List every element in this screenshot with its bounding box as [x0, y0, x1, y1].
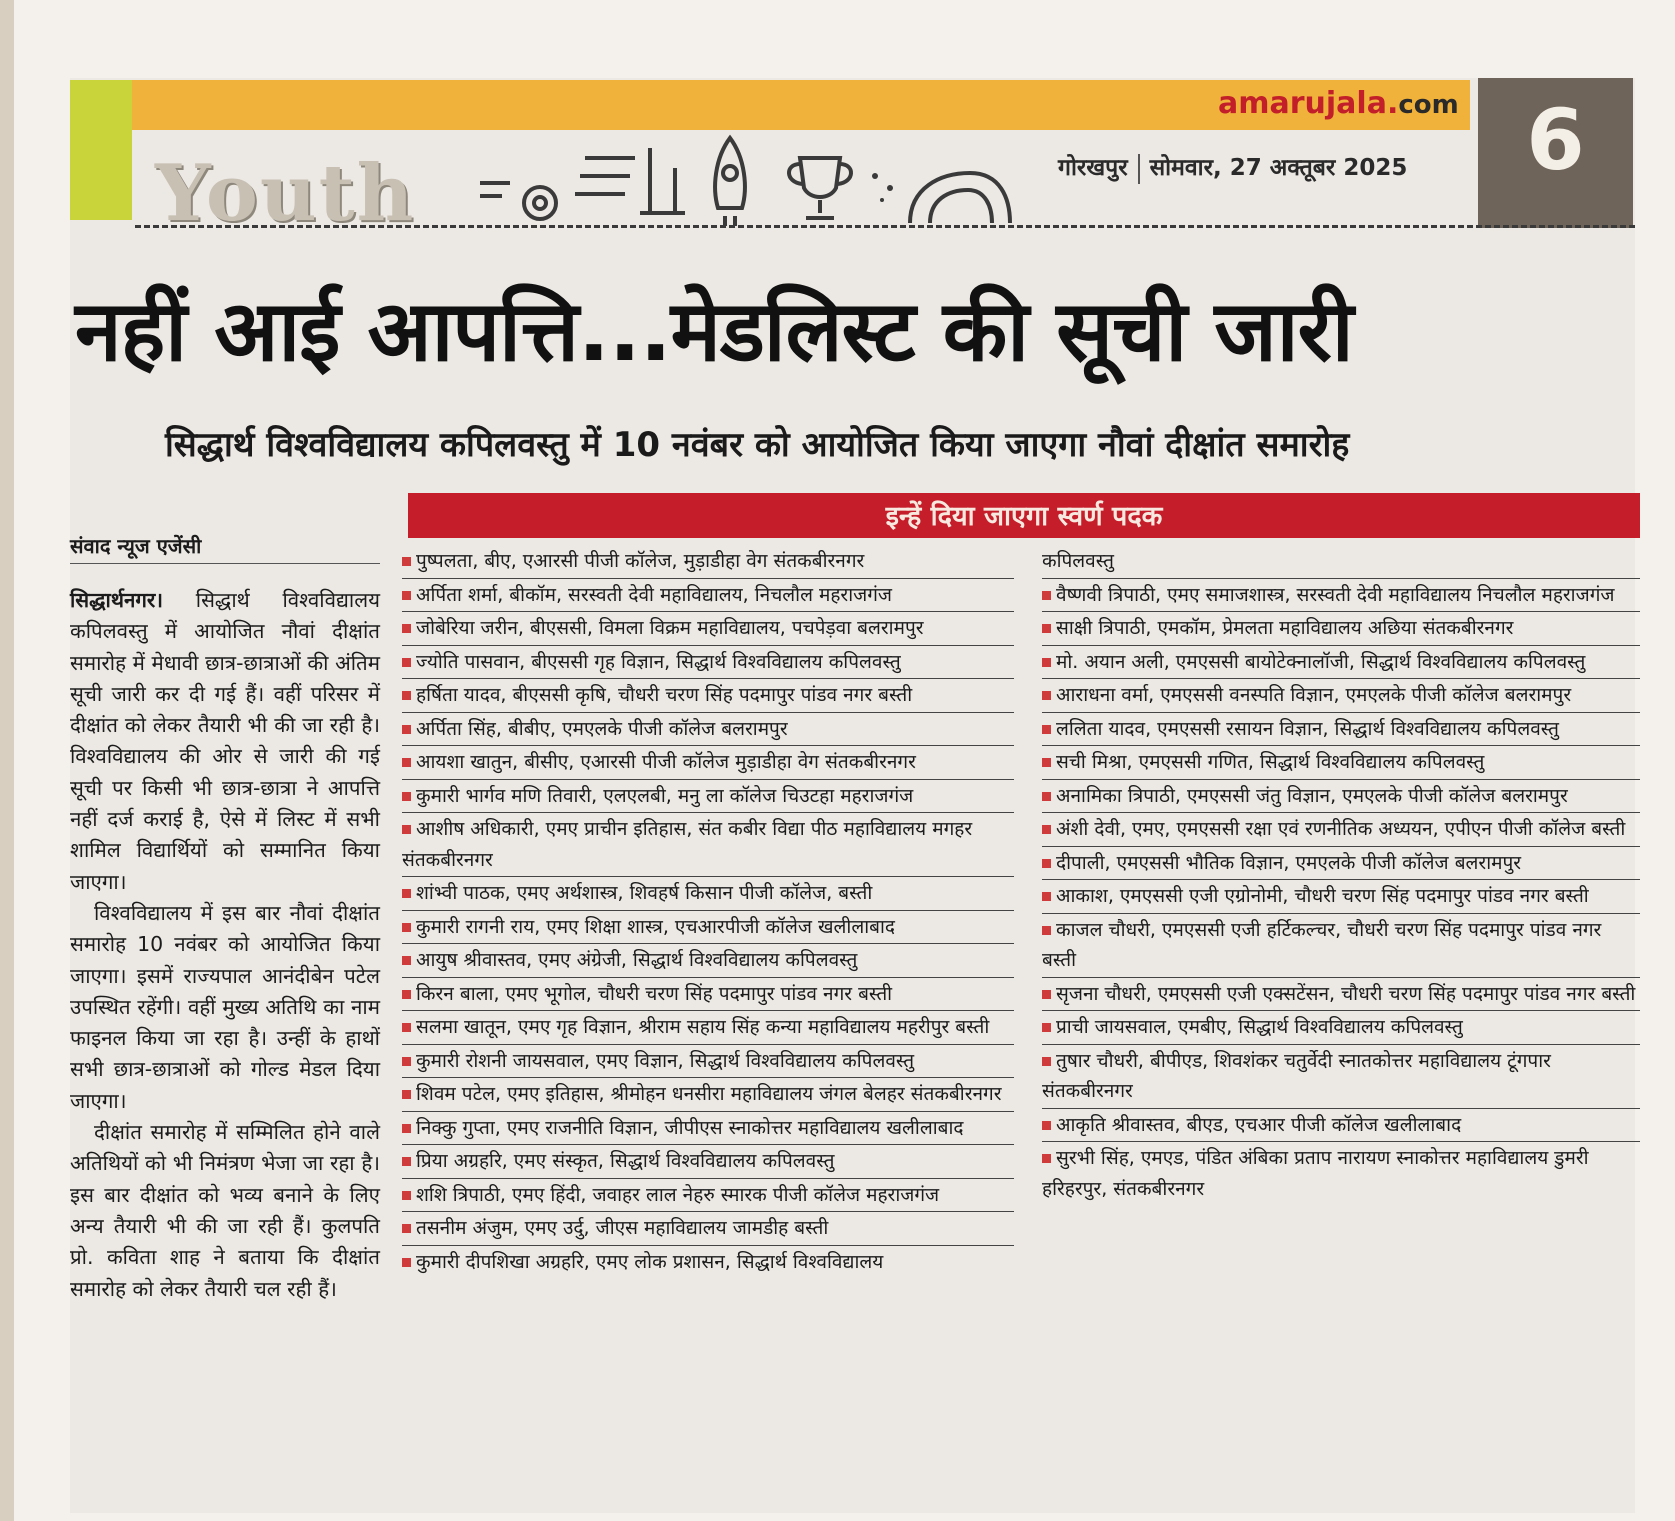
- list-item-text: आकृति श्रीवास्तव, बीएड, एचआर पीजी कॉलेज खलीलाबाद: [1056, 1113, 1462, 1136]
- bullet-icon: [1042, 792, 1051, 801]
- article-subheadline: सिद्धार्थ विश्वविद्यालय कपिलवस्तु में 10 नवंबर को आयोजित किया जाएगा नौवां दीक्षांत समारोह: [165, 425, 1350, 465]
- edition-date: सोमवार, 27 अक्तूबर 2025: [1149, 155, 1408, 181]
- rocket-icon: [715, 138, 745, 226]
- list-item: [1042, 612, 1640, 646]
- list-item: [1042, 579, 1640, 613]
- bullet-icon: [402, 758, 411, 767]
- list-item: [402, 612, 1014, 646]
- list-item-text: अर्पिता सिंह, बीबीए, एमएलके पीजी कॉलेज बलरामपुर: [416, 717, 788, 740]
- article-paragraph: [70, 585, 380, 898]
- bullet-icon: [402, 658, 411, 667]
- list-item: [402, 1112, 1014, 1146]
- list-item-text: तसनीम अंजुम, एमए उर्दु, जीएस महाविद्यालय जामडीह बस्ती: [416, 1217, 829, 1239]
- list-item: [402, 746, 1014, 780]
- article-paragraph: विश्वविद्यालय में इस बार नौवां दीक्षांत समारोह 10 नवंबर को आयोजित किया जाएगा। इसमें राज्यपाल आनंदीबेन पटेल उपस्थित रहेंगी। वहीं मुख्य अतिथि का नाम फाइनल किया जा रहा है। उन्हीं के हाथों सभी छात्र-छात्राओं को गोल्ड मेडल दिया जाएगा।: [70, 900, 380, 1113]
- masthead-icons: [480, 128, 1020, 228]
- bullet-icon: [402, 923, 411, 932]
- masthead-accent: [70, 80, 132, 220]
- edition-dateline: [1058, 150, 1407, 184]
- list-item: [1042, 978, 1640, 1012]
- list-item: [402, 1045, 1014, 1079]
- bullet-icon: [402, 691, 411, 700]
- bullet-icon: [1042, 1154, 1051, 1163]
- page-number: 6: [1526, 91, 1585, 189]
- list-item-text: आशीष अधिकारी, एमए प्राचीन इतिहास, संत कबीर विद्या पीठ महाविद्यालय मगहर संतकबीरनगर: [402, 818, 973, 871]
- list-item: [1042, 746, 1640, 780]
- site-logo-dot: .: [1386, 86, 1399, 121]
- bullet-icon: [402, 1124, 411, 1133]
- list-item: [1042, 646, 1640, 680]
- list-item-text: आकाश, एमएससी एजी एग्रोनोमी, चौधरी चरण सिंह पदमापुर पांडव नगर बस्ती: [1056, 885, 1589, 907]
- bullet-icon: [402, 825, 411, 834]
- list-item: [1042, 847, 1640, 881]
- target-icon: [910, 173, 1010, 223]
- list-item: [402, 1212, 1014, 1246]
- byline-rule: [70, 563, 380, 564]
- list-item-text: प्रिया अग्रहरि, एमए संस्कृत, सिद्धार्थ विश्वविद्यालय कपिलवस्तु: [416, 1150, 835, 1172]
- list-item: [402, 1145, 1014, 1179]
- bullet-icon: [1042, 1057, 1051, 1066]
- bullet-icon: [402, 1258, 411, 1267]
- list-item-text: अंशी देवी, एमए, एमएससी रक्षा एवं रणनीतिक अध्ययन, एपीएन पीजी कॉलेज बस्ती: [1056, 818, 1626, 840]
- list-item-text: शांभ्वी पाठक, एमए अर्थशास्त्र, शिवहर्ष किसान पीजी कॉलेज, बस्ती: [416, 882, 873, 904]
- list-item-text: शशि त्रिपाठी, एमए हिंदी, जवाहर लाल नेहरु स्मारक पीजी कॉलेज महराजगंज: [416, 1183, 940, 1206]
- bullet-icon: [402, 1224, 411, 1233]
- medal-box-title: इन्हें दिया जाएगा स्वर्ण पदक: [885, 501, 1163, 532]
- bullet-icon: [402, 889, 411, 898]
- article-body: [70, 585, 380, 1305]
- list-item: [1042, 914, 1640, 978]
- bullet-icon: [402, 1057, 411, 1066]
- list-item: [402, 679, 1014, 713]
- list-item: [1042, 1142, 1640, 1205]
- bullet-icon: [402, 1191, 411, 1200]
- bullet-icon: [402, 591, 411, 600]
- bullet-icon: [1042, 691, 1051, 700]
- sparkle-icon: [872, 173, 893, 202]
- bullet-icon: [402, 557, 411, 566]
- list-item-text: निक्कु गुप्ता, एमए राजनीति विज्ञान, जीपीएस स्नाकोत्तर महाविद्यालय खलीलाबाद: [416, 1116, 964, 1139]
- list-item-text: हर्षिता यादव, बीएससी कृषि, चौधरी चरण सिंह पदमापुर पांडव नगर बस्ती: [416, 684, 913, 706]
- list-item: [402, 545, 1014, 579]
- list-item-text: काजल चौधरी, एमएससी एजी हर्टिकल्चर, चौधरी चरण सिंह पदमापुर पांडव नगर बस्ती: [1042, 918, 1602, 971]
- bullet-icon: [402, 1023, 411, 1032]
- list-item: [402, 978, 1014, 1012]
- bullet-icon: [1042, 990, 1051, 999]
- bullet-icon: [402, 956, 411, 965]
- list-item-text: तुषार चौधरी, बीपीएड, शिवशंकर चतुर्वेदी स्नातकोत्तर महाविद्यालय टूंगपार संतकबीरनगर: [1042, 1049, 1551, 1102]
- list-item: [402, 780, 1014, 814]
- list-item-text: आराधना वर्मा, एमएससी वनस्पति विज्ञान, एमएलके पीजी कॉलेज बलरामपुर: [1056, 684, 1572, 706]
- list-item-text: ज्योति पासवान, बीएससी गृह विज्ञान, सिद्धार्थ विश्वविद्यालय कपिलवस्तु: [416, 650, 901, 673]
- list-item-text: ललिता यादव, एमएससी रसायन विज्ञान, सिद्धार्थ विश्वविद्यालय कपिलवस्तु: [1056, 717, 1559, 740]
- list-item: [402, 646, 1014, 680]
- bullet-icon: [1042, 892, 1051, 901]
- article-byline: संवाद न्यूज एजेंसी: [70, 534, 202, 558]
- list-item-text: सची मिश्रा, एमएससी गणित, सिद्धार्थ विश्वविद्यालय कपिलवस्तु: [1056, 751, 1485, 773]
- trophy-icon: [789, 158, 851, 218]
- list-item-text: दीपाली, एमएससी भौतिक विज्ञान, एमएलके पीजी कॉलेज बलरामपुर: [1056, 851, 1522, 874]
- list-item: [402, 911, 1014, 945]
- dateline-divider: [1138, 154, 1140, 184]
- bullet-icon: [402, 1090, 411, 1099]
- list-item: [1042, 813, 1640, 847]
- gear-icon: [480, 183, 556, 219]
- list-item: [402, 944, 1014, 978]
- bullet-icon: [1042, 725, 1051, 734]
- list-item-text: कुमारी रागनी राय, एमए शिक्षा शास्त्र, एचआरपीजी कॉलेज खलीलाबाद: [416, 915, 896, 938]
- list-item: [402, 1179, 1014, 1213]
- list-item: [402, 1011, 1014, 1045]
- scan-edge: [0, 0, 14, 1521]
- list-item-text: जोबेरिया जरीन, बीएससी, विमला विक्रम महाविद्यालय, पचपेड़वा बलरामपुर: [416, 617, 924, 639]
- bullet-icon: [402, 624, 411, 633]
- edition-city: गोरखपुर: [1058, 155, 1128, 181]
- bullet-icon: [1042, 624, 1051, 633]
- bullet-icon: [1042, 1023, 1051, 1032]
- list-item-text: शिवम पटेल, एमए इतिहास, श्रीमोहन धनसीरा महाविद्यालय जंगल बेलहर संतकबीरनगर: [416, 1083, 1002, 1105]
- section-title: Youth: [155, 148, 416, 239]
- list-item-continued: कपिलवस्तु: [1042, 545, 1640, 579]
- list-item-text: मो. अयान अली, एमएससी बायोटेक्नालॉजी, सिद्धार्थ विश्वविद्यालय कपिलवस्तु: [1056, 650, 1586, 673]
- site-logo-name: amarujala: [1218, 86, 1387, 121]
- list-item-text: सृजना चौधरी, एमएससी एजी एक्सटेंसन, चौधरी चरण सिंह पदमापुर पांडव नगर बस्ती: [1056, 982, 1636, 1005]
- bullet-icon: [1042, 658, 1051, 667]
- article-paragraph: दीक्षांत समारोह में सम्मिलित होने वाले अतिथियों को भी निमंत्रण भेजा जा रहा है। इस बार दीक्षांत को भव्य बनाने के लिए अन्य तैयारी भी की जा रही हैं। कुलपति प्रो. कविता शाह ने बताया कि दीक्षांत समारोह को लेकर तैयारी चल रही हैं।: [70, 1120, 380, 1301]
- list-item: [402, 877, 1014, 911]
- bullet-icon: [1042, 825, 1051, 834]
- list-item-text: कुमारी दीपशिखा अग्रहरि, एमए लोक प्रशासन, सिद्धार्थ विश्वविद्यालय: [416, 1250, 884, 1273]
- list-item: [1042, 780, 1640, 814]
- bullet-icon: [402, 725, 411, 734]
- bullet-icon: [1042, 591, 1051, 600]
- list-item: [402, 713, 1014, 747]
- article-headline: नहीं आई आपत्ति...मेडलिस्ट की सूची जारी: [75, 282, 1353, 380]
- list-item-text: अनामिका त्रिपाठी, एमएससी जंतु विज्ञान, एमएलके पीजी कॉलेज बलरामपुर: [1056, 784, 1568, 807]
- list-item-text: सुरभी सिंह, एमएड, पंडित अंबिका प्रताप नारायण स्नाकोत्तर महाविद्यालय डुमरी हरिहरपुर, संतकबीरनगर: [1042, 1147, 1589, 1200]
- list-item: [1042, 880, 1640, 914]
- bullet-icon: [1042, 926, 1051, 935]
- medal-list-column-1: [402, 545, 1014, 1278]
- list-item: [1042, 679, 1640, 713]
- medal-list-column-2: [1042, 545, 1640, 1205]
- chart-lines-icon: [575, 148, 685, 213]
- bullet-icon: [1042, 1121, 1051, 1130]
- list-item: [402, 1078, 1014, 1112]
- bullet-icon: [1042, 758, 1051, 767]
- masthead-divider: [135, 225, 1635, 228]
- bullet-icon: [1042, 859, 1051, 868]
- list-item-text: किरन बाला, एमए भूगोल, चौधरी चरण सिंह पदमापुर पांडव नगर बस्ती: [416, 982, 893, 1005]
- list-item: [1042, 1045, 1640, 1109]
- site-logo: [1218, 86, 1459, 121]
- list-item-text: प्राची जायसवाल, एमबीए, सिद्धार्थ विश्वविद्यालय कपिलवस्तु: [1056, 1016, 1463, 1038]
- bullet-icon: [402, 792, 411, 801]
- article-paragraph-text: सिद्धार्थ विश्वविद्यालय कपिलवस्तु में आयोजित नौवां दीक्षांत समारोह में मेधावी छात्र-छात्राओं की अंतिम सूची जारी कर दी गई हैं। वहीं परिसर में दीक्षांत को लेकर तैयारी भी की जा रही है। विश्वविद्यालय की ओर से जारी की गई सूची पर किसी भी छात्र-छात्रा ने आपत्ति नहीं दर्ज कराई है, ऐसे में लिस्ट में सभी शामिल विद्यार्थियों को सम्मानित किया जाएगा।: [70, 588, 380, 894]
- list-item-text: कुमारी रोशनी जायसवाल, एमए विज्ञान, सिद्धार्थ विश्वविद्यालय कपिलवस्तु: [416, 1049, 915, 1072]
- list-item: [402, 813, 1014, 877]
- bullet-icon: [402, 1157, 411, 1166]
- list-item-text: सलमा खातून, एमए गृह विज्ञान, श्रीराम सहाय सिंह कन्या महाविद्यालय महरीपुर बस्ती: [416, 1016, 990, 1038]
- list-item: [1042, 1109, 1640, 1143]
- article-dateline: सिद्धार्थनगर।: [70, 588, 164, 612]
- list-item: [402, 1246, 1014, 1279]
- list-item-text: पुष्पलता, बीए, एआरसी पीजी कॉलेज, मुड़ाडीहा वेग संतकबीरनगर: [416, 550, 865, 572]
- list-item-text: अर्पिता शर्मा, बीकॉम, सरस्वती देवी महाविद्यालय, निचलौल महराजगंज: [416, 583, 893, 606]
- list-item: [402, 579, 1014, 613]
- list-item-text: साक्षी त्रिपाठी, एमकॉम, प्रेमलता महाविद्यालय अछिया संतकबीरनगर: [1056, 617, 1514, 639]
- site-logo-suffix: com: [1398, 90, 1459, 120]
- list-item-text: वैष्णवी त्रिपाठी, एमए समाजशास्त्र, सरस्वती देवी महाविद्यालय निचलौल महराजगंज: [1056, 583, 1615, 606]
- list-item-text: कुमारी भार्गव मणि तिवारी, एलएलबी, मनु ला कॉलेज चिउटहा महराजगंज: [416, 784, 914, 807]
- list-item: [1042, 1011, 1640, 1045]
- bullet-icon: [402, 990, 411, 999]
- list-item-text: आयुष श्रीवास्तव, एमए अंग्रेजी, सिद्धार्थ विश्वविद्यालय कपिलवस्तु: [416, 949, 858, 971]
- list-item-text: आयशा खातुन, बीसीए, एआरसी पीजी कॉलेज मुड़ाडीहा वेग संतकबीरनगर: [416, 751, 916, 773]
- list-item: [1042, 713, 1640, 747]
